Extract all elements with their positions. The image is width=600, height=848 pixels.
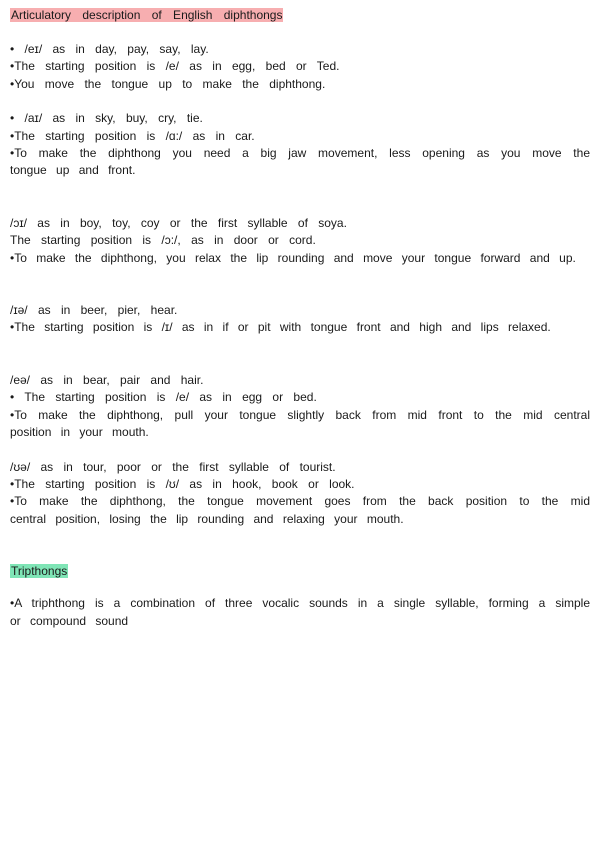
diphthongs-heading: Articulatory description of English diphthongs: [11, 8, 283, 22]
section-paragraph: •To make the diphthong, the tongue movement goes from the back position to the mid central position, losing the lip rounding and relaxing your mouth.: [10, 494, 590, 526]
section-ei: [10, 41, 590, 93]
section-line: • The starting position is /e/ as in egg or bed.: [10, 390, 317, 405]
section-line: •The starting position is /ɑ:/ as in car.: [10, 128, 255, 143]
section-ua: [10, 459, 590, 529]
section-line: • /eɪ/ as in day, pay, say, lay.: [10, 42, 209, 56]
section-ai: [10, 110, 590, 180]
section-line: /ʊə/ as in tour, poor or the first syllable of tourist.: [10, 459, 336, 474]
section-paragraph: •The starting position is /ɪ/ as in if or pit with tongue front and high and lips relaxed.: [10, 320, 551, 335]
section-line: •You move the tongue up to make the diphthong.: [10, 76, 326, 91]
section-line: • /aɪ/ as in sky, buy, cry, tie.: [10, 111, 203, 126]
section-line: •The starting position is /ʊ/ as in hook, book or look.: [10, 476, 355, 491]
triphthongs-heading-row: [10, 564, 590, 578]
section-line: •The starting position is /e/ as in egg, bed or Ted.: [10, 59, 340, 74]
section-oi: [10, 215, 590, 267]
document-page: [10, 8, 590, 630]
section-paragraph: •To make the diphthong, you relax the lip rounding and move your tongue forward and up.: [10, 250, 576, 265]
section-ie: [10, 302, 590, 337]
section-paragraph: •To make the diphthong you need a big jaw movement, less opening as you move the tongue up and front.: [10, 146, 590, 178]
section-line: /ɪə/ as in beer, pier, hear.: [10, 303, 178, 318]
section-ea: [10, 372, 590, 442]
section-paragraph: •To make the diphthong, pull your tongue slightly back from mid front to the mid central position in your mouth.: [10, 407, 590, 440]
triphthong-paragraph: •A triphthong is a combination of three vocalic sounds in a single syllable, forming a simple or compound sound: [10, 596, 590, 628]
section-line: The starting position is /ɔ:/, as in door or cord.: [10, 233, 316, 248]
section-line: /eə/ as in bear, pair and hair.: [10, 372, 204, 387]
section-line: /ɔɪ/ as in boy, toy, coy or the first syllable of soya.: [10, 215, 347, 230]
triphthongs-heading: Tripthongs: [11, 564, 68, 579]
